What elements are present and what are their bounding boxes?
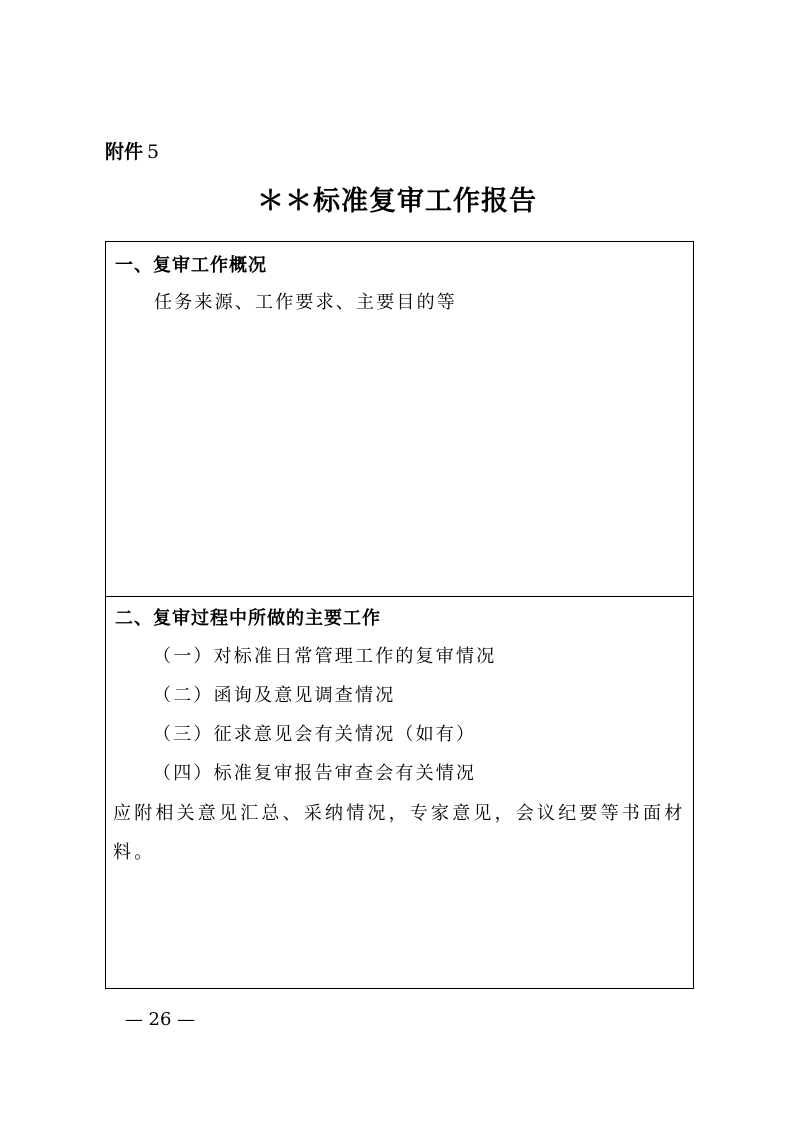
page-number: — 26 — <box>124 1009 196 1030</box>
work-item-3: （三）征求意见会有关情况（如有） <box>153 724 477 745</box>
attachment-note: 应附相关意见汇总、采纳情况，专家意见，会议纪要等书面材料。 <box>113 803 686 863</box>
attachment-label <box>105 140 159 164</box>
section-main-work-heading: 二、复审过程中所做的主要工作 <box>115 608 381 629</box>
work-item-2: （二）函询及意见调查情况 <box>153 685 396 706</box>
report-table <box>105 241 694 989</box>
section-main-work <box>106 597 693 988</box>
attachment-word: 附件 <box>105 141 144 163</box>
attachment-number: 5 <box>147 141 160 163</box>
section-overview <box>106 242 693 597</box>
document-title: ＊＊标准复审工作报告 <box>257 186 537 217</box>
work-item-1: （一）对标准日常管理工作的复审情况 <box>153 646 497 667</box>
section-overview-heading: 一、复审工作概况 <box>115 255 267 276</box>
section-overview-content: 任务来源、工作要求、主要目的等 <box>154 292 457 313</box>
work-item-4: （四）标准复审报告审查会有关情况 <box>153 763 477 784</box>
